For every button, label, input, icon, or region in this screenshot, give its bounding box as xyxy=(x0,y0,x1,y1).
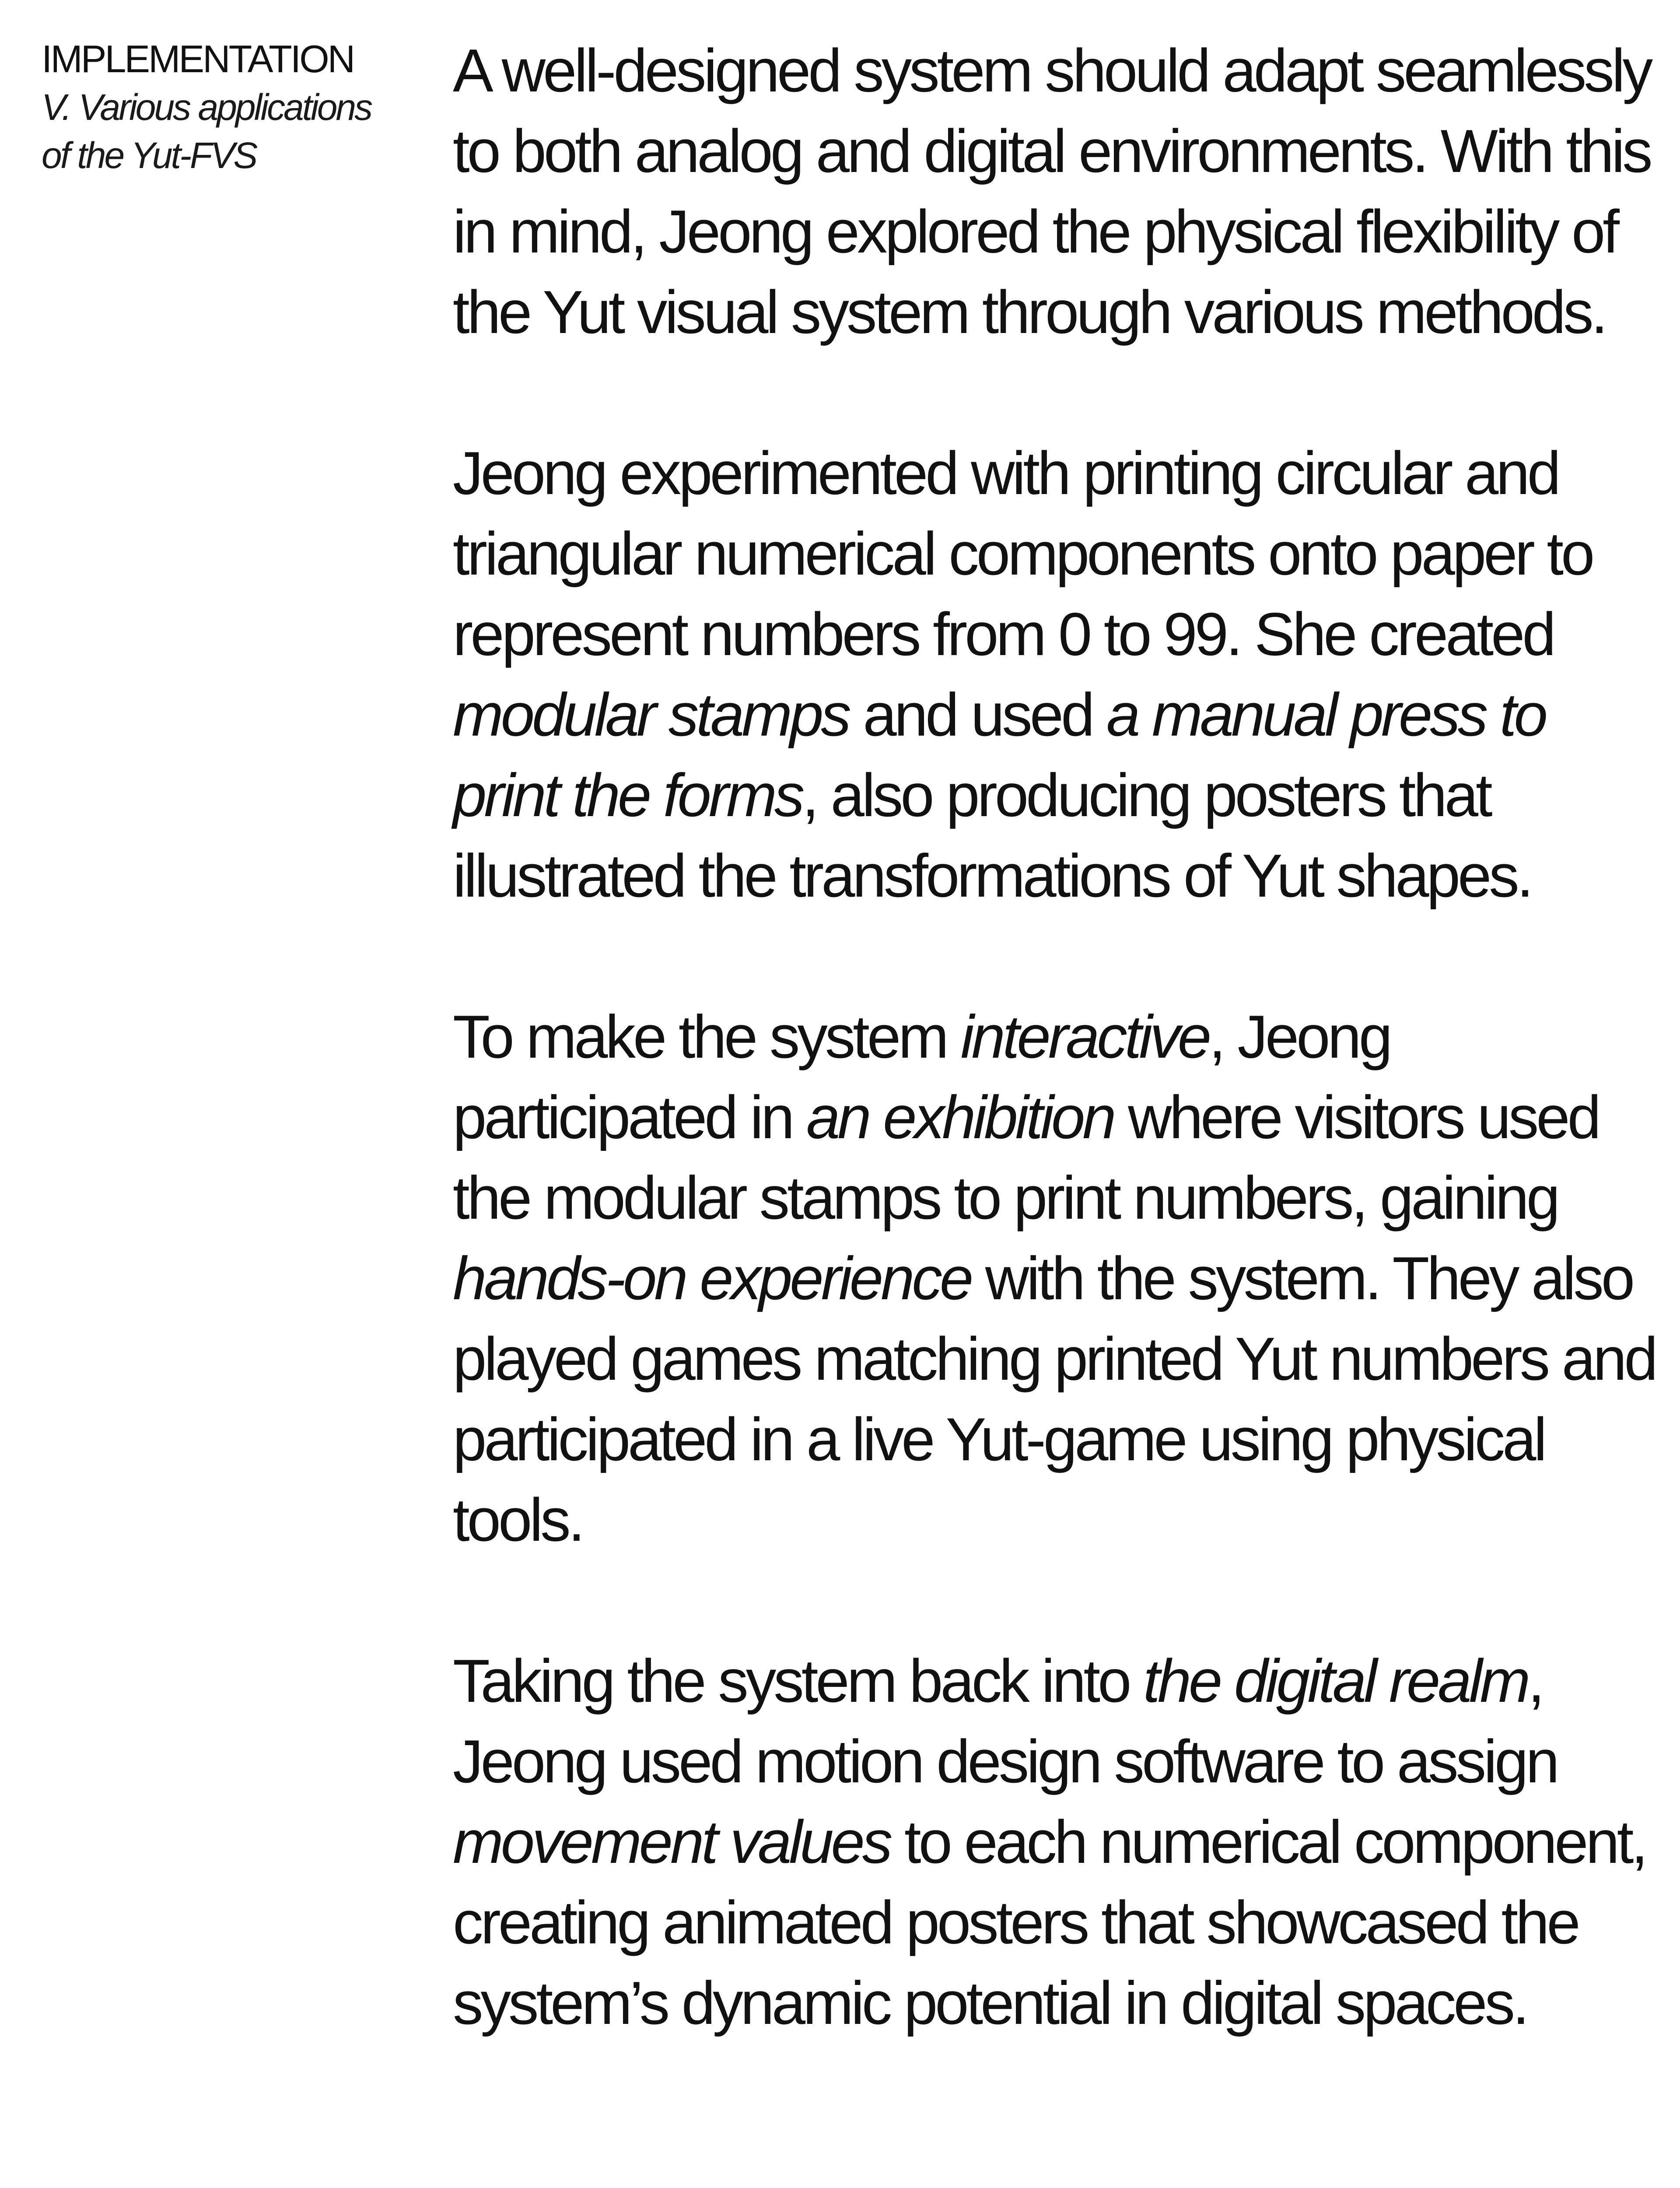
emphasis-exhibition: an exhibition xyxy=(806,1083,1114,1151)
paragraph-intro xyxy=(453,31,1660,353)
emphasis-digital-realm: the digital realm xyxy=(1143,1647,1528,1715)
text-run: , Jeong participated in xyxy=(453,1003,1390,1151)
section-subtitle-line-2: of the Yut-FVS xyxy=(42,135,256,176)
text-run: where visitors used the modular stamps to print numbers, gaining xyxy=(453,1083,1599,1232)
text-run: , also producing posters that illustrated the transformations of Yut shapes. xyxy=(453,761,1531,910)
emphasis-modular-stamps: modular stamps xyxy=(453,681,849,749)
text-run: Taking the system back into xyxy=(453,1647,1144,1715)
section-subtitle-line-1: V. Various applications xyxy=(42,87,371,128)
body-text xyxy=(453,31,1660,2044)
paragraph-interactive xyxy=(453,997,1660,1560)
text-run: with the system. They also played games matching printed Yut numbers and participated in a live Yut-game using physical tools. xyxy=(453,1245,1656,1554)
text-run: and used xyxy=(848,681,1107,749)
text-run: to each numerical component, creating animated posters that showcased the system’s dynamic potential in digital spaces. xyxy=(453,1808,1646,2037)
text-run: , Jeong used motion design software to assign xyxy=(453,1647,1557,1795)
sidebar xyxy=(42,35,413,179)
emphasis-interactive: interactive xyxy=(960,1003,1209,1071)
text-run: To make the system xyxy=(453,1003,961,1071)
emphasis-hands-on: hands-on experience xyxy=(453,1245,971,1312)
emphasis-manual-press: a manual press to print the forms xyxy=(453,681,1545,829)
section-label: IMPLEMENTATION xyxy=(42,37,354,81)
emphasis-movement-values: movement values xyxy=(453,1808,890,1876)
paragraph-intro-text: A well-designed system should adapt seamlessly to both analog and digital environments. With this in mind, Jeong explored the physical flexibility of the Yut visual system through various methods. xyxy=(453,37,1651,346)
text-run: Jeong experimented with printing circular and triangular numerical components onto paper to represent numbers from 0 to 99. She created xyxy=(453,439,1592,668)
paragraph-digital xyxy=(453,1641,1660,2044)
paragraph-analog xyxy=(453,433,1660,916)
